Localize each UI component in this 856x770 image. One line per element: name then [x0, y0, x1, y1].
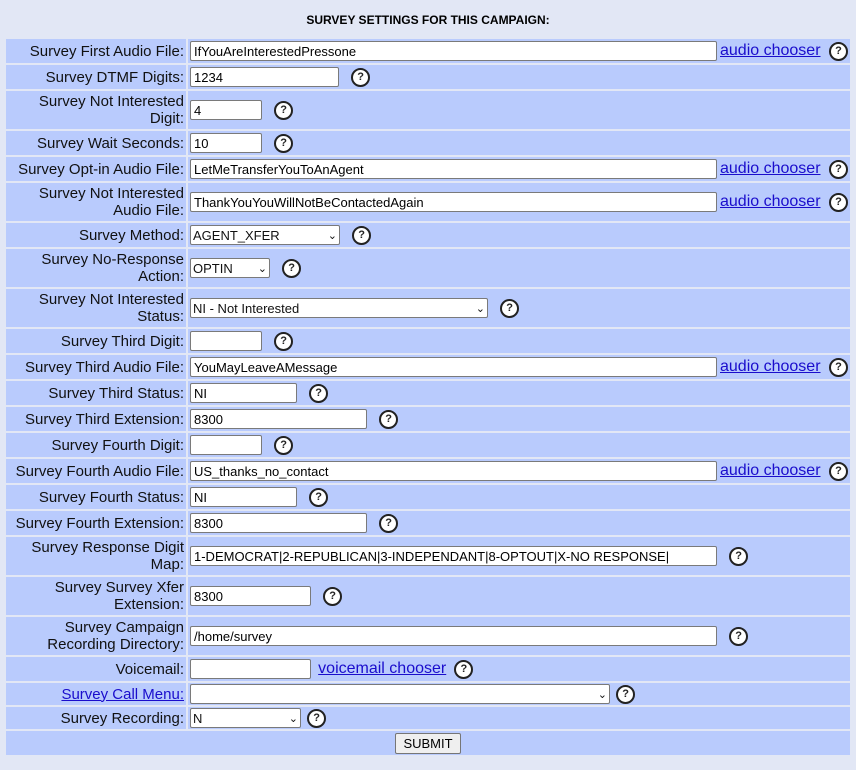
row-fourth-digit — [6, 433, 850, 457]
not-interested-audio-input[interactable] — [190, 192, 717, 212]
voicemail-label: Voicemail: — [6, 657, 186, 681]
recording-select[interactable]: N ⌄ — [190, 708, 301, 728]
recording-directory-label: Survey Campaign Recording Directory: — [6, 617, 186, 655]
row-recording — [6, 707, 850, 729]
row-third-status — [6, 381, 850, 405]
fourth-extension-input[interactable] — [190, 513, 367, 533]
no-response-action-label: Survey No-Response Action: — [6, 249, 186, 287]
help-icon[interactable]: ? — [379, 514, 398, 533]
help-icon[interactable]: ? — [282, 259, 301, 278]
fourth-status-label: Survey Fourth Status: — [6, 485, 186, 509]
third-extension-input[interactable] — [190, 409, 367, 429]
help-icon[interactable]: ? — [729, 547, 748, 566]
dtmf-digits-input[interactable] — [190, 67, 339, 87]
help-icon[interactable]: ? — [829, 42, 848, 61]
fourth-digit-label: Survey Fourth Digit: — [6, 433, 186, 457]
method-select[interactable]: AGENT_XFER ⌄ — [190, 225, 340, 245]
help-icon[interactable]: ? — [309, 488, 328, 507]
response-digit-map-input[interactable] — [190, 546, 717, 566]
row-dtmf-digits — [6, 65, 850, 89]
voicemail-chooser-link[interactable]: voicemail chooser — [318, 660, 447, 677]
not-interested-audio-chooser-link[interactable]: audio chooser — [720, 193, 821, 210]
row-third-extension — [6, 407, 850, 431]
chevron-down-icon: ⌄ — [327, 229, 337, 242]
chevron-down-icon: ⌄ — [597, 688, 607, 701]
page-title: SURVEY SETTINGS FOR THIS CAMPAIGN: — [306, 13, 550, 27]
row-third-digit — [6, 329, 850, 353]
no-response-action-select[interactable]: OPTIN ⌄ — [190, 258, 270, 278]
fourth-audio-chooser-link[interactable]: audio chooser — [720, 462, 821, 479]
row-not-interested-digit — [6, 91, 850, 129]
help-icon[interactable]: ? — [274, 436, 293, 455]
not-interested-status-label: Survey Not Interested Status: — [6, 289, 186, 327]
help-icon[interactable]: ? — [500, 299, 519, 318]
voicemail-input[interactable] — [190, 659, 311, 679]
not-interested-digit-label: Survey Not Interested Digit: — [6, 91, 186, 129]
wait-seconds-input[interactable] — [190, 133, 262, 153]
row-method — [6, 223, 850, 247]
row-third-audio — [6, 355, 850, 379]
help-icon[interactable]: ? — [454, 660, 473, 679]
call-menu-select[interactable] — [190, 684, 610, 704]
help-icon[interactable]: ? — [379, 410, 398, 429]
row-not-interested-status — [6, 289, 850, 327]
help-icon[interactable]: ? — [309, 384, 328, 403]
help-icon[interactable]: ? — [729, 627, 748, 646]
fourth-status-input[interactable] — [190, 487, 297, 507]
call-menu-label-link[interactable]: Survey Call Menu: — [61, 685, 184, 703]
first-audio-input[interactable] — [190, 41, 717, 61]
fourth-extension-label: Survey Fourth Extension: — [6, 511, 186, 535]
help-icon[interactable]: ? — [829, 160, 848, 179]
help-icon[interactable]: ? — [274, 134, 293, 153]
row-recording-directory — [6, 617, 850, 655]
submit-button[interactable]: SUBMIT — [395, 733, 460, 754]
third-audio-input[interactable] — [190, 357, 717, 377]
first-audio-chooser-link[interactable]: audio chooser — [720, 42, 821, 59]
not-interested-audio-label: Survey Not Interested Audio File: — [6, 183, 186, 221]
third-audio-chooser-link[interactable]: audio chooser — [720, 358, 821, 375]
row-submit — [6, 731, 850, 755]
third-audio-label: Survey Third Audio File: — [6, 355, 186, 379]
xfer-extension-label: Survey Survey Xfer Extension: — [6, 577, 186, 615]
help-icon[interactable]: ? — [829, 462, 848, 481]
third-digit-label: Survey Third Digit: — [6, 329, 186, 353]
third-status-label: Survey Third Status: — [6, 381, 186, 405]
response-digit-map-label: Survey Response Digit Map: — [6, 537, 186, 575]
row-first-audio — [6, 39, 850, 63]
chevron-down-icon: ⌄ — [257, 262, 267, 275]
third-digit-input[interactable] — [190, 331, 262, 351]
row-optin-audio — [6, 157, 850, 181]
optin-audio-label: Survey Opt-in Audio File: — [6, 157, 186, 181]
help-icon[interactable]: ? — [274, 101, 293, 120]
recording-label: Survey Recording: — [6, 707, 186, 729]
help-icon[interactable]: ? — [307, 709, 326, 728]
row-fourth-extension — [6, 511, 850, 535]
help-icon[interactable]: ? — [829, 358, 848, 377]
recording-directory-input[interactable] — [190, 626, 717, 646]
wait-seconds-label: Survey Wait Seconds: — [6, 131, 186, 155]
chevron-down-icon: ⌄ — [288, 712, 298, 725]
fourth-audio-label: Survey Fourth Audio File: — [6, 459, 186, 483]
not-interested-digit-input[interactable] — [190, 100, 262, 120]
row-fourth-status — [6, 485, 850, 509]
not-interested-status-select[interactable]: NI - Not Interested ⌄ — [190, 298, 488, 318]
fourth-audio-input[interactable] — [190, 461, 717, 481]
optin-audio-input[interactable] — [190, 159, 717, 179]
help-icon[interactable]: ? — [323, 587, 342, 606]
optin-audio-chooser-link[interactable]: audio chooser — [720, 160, 821, 177]
help-icon[interactable]: ? — [829, 193, 848, 212]
row-not-interested-audio — [6, 183, 850, 221]
xfer-extension-input[interactable] — [190, 586, 311, 606]
row-voicemail — [6, 657, 850, 681]
chevron-down-icon: ⌄ — [475, 302, 485, 315]
dtmf-digits-label: Survey DTMF Digits: — [6, 65, 186, 89]
help-icon[interactable]: ? — [616, 685, 635, 704]
third-extension-label: Survey Third Extension: — [6, 407, 186, 431]
row-wait-seconds — [6, 131, 850, 155]
survey-settings-panel — [4, 0, 852, 757]
row-fourth-audio — [6, 459, 850, 483]
settings-table — [4, 37, 852, 757]
row-no-response-action — [6, 249, 850, 287]
help-icon[interactable]: ? — [352, 226, 371, 245]
row-xfer-extension — [6, 577, 850, 615]
fourth-digit-input[interactable] — [190, 435, 262, 455]
help-icon[interactable]: ? — [274, 332, 293, 351]
row-response-digit-map — [6, 537, 850, 575]
third-status-input[interactable] — [190, 383, 297, 403]
row-call-menu — [6, 683, 850, 705]
help-icon[interactable]: ? — [351, 68, 370, 87]
method-label: Survey Method: — [6, 223, 186, 247]
first-audio-label: Survey First Audio File: — [6, 39, 186, 63]
